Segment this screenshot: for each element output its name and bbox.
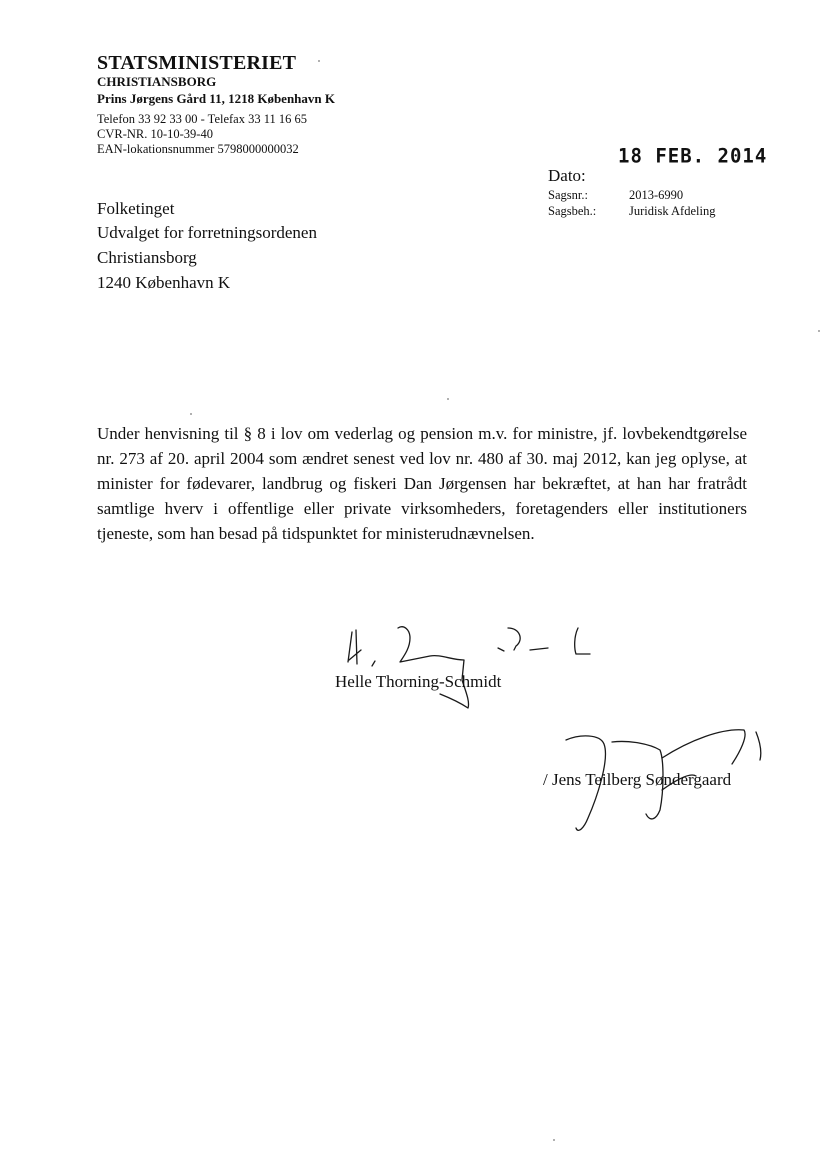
scan-speck [447,398,449,400]
letterhead-subtitle: CHRISTIANSBORG [97,74,217,89]
scan-speck [318,60,320,62]
signature-1-stroke-d [508,628,548,650]
sagsbeh-value: Juridisk Afdeling [629,204,716,218]
signature-name-2: / Jens Teilberg Søndergaard [543,770,732,789]
sagsbeh-label: Sagsbeh.: [548,204,597,218]
scan-speck [818,330,820,332]
letterhead-cvr: CVR-NR. 10-10-39-40 [97,127,213,141]
letterhead-phone: Telefon 33 92 33 00 - Telefax 33 11 16 65 [97,112,308,126]
recipient-line-4: 1240 København K [97,273,231,292]
signature-2-stroke-c [662,730,761,764]
recipient-line-1: Folketinget [97,199,175,218]
signature-1-stroke-c [498,648,504,651]
sagsnr-value: 2013-6990 [629,188,684,202]
signature-name-1: Helle Thorning-Schmidt [335,672,502,691]
sagsnr-label: Sagsnr.: [548,188,588,202]
dato-label: Dato: [548,166,586,185]
letterhead-address: Prins Jørgens Gård 11, 1218 København K [97,91,335,106]
scan-speck [553,1139,555,1141]
letterhead-name: STATSMINISTERIET [97,52,297,74]
signature-1-stroke-e [575,628,590,654]
signature-1-stroke-a [348,630,361,664]
letterhead-ean: EAN-lokationsnummer 5798000000032 [97,142,299,156]
signature-1-stroke-b [398,627,469,708]
body-paragraph: Under henvisning til § 8 i lov om vederlag og pension m.v. for ministre, jf. lovbekendtgørelse nr. 273 af 20. april 2004 som ændret senest ved lov nr. 480 af 30. maj 2012, kan jeg oplyse, at minister for fødevarer, landbrug og fiskeri Dan Jørgensen har bekræftet, at han har fratrådt samtlige hverv i offentlige eller private virksomheders, foretagenders eller institutioners tjeneste, som han besad på tidspunktet for ministerudnævnelsen. [97,424,747,543]
recipient-line-2: Udvalget for forretningsordenen [97,223,317,242]
date-stamp: 18 FEB. 2014 [618,144,768,168]
signature-1-stroke-f [372,661,375,666]
scan-speck [190,413,192,415]
recipient-line-3: Christiansborg [97,248,197,267]
